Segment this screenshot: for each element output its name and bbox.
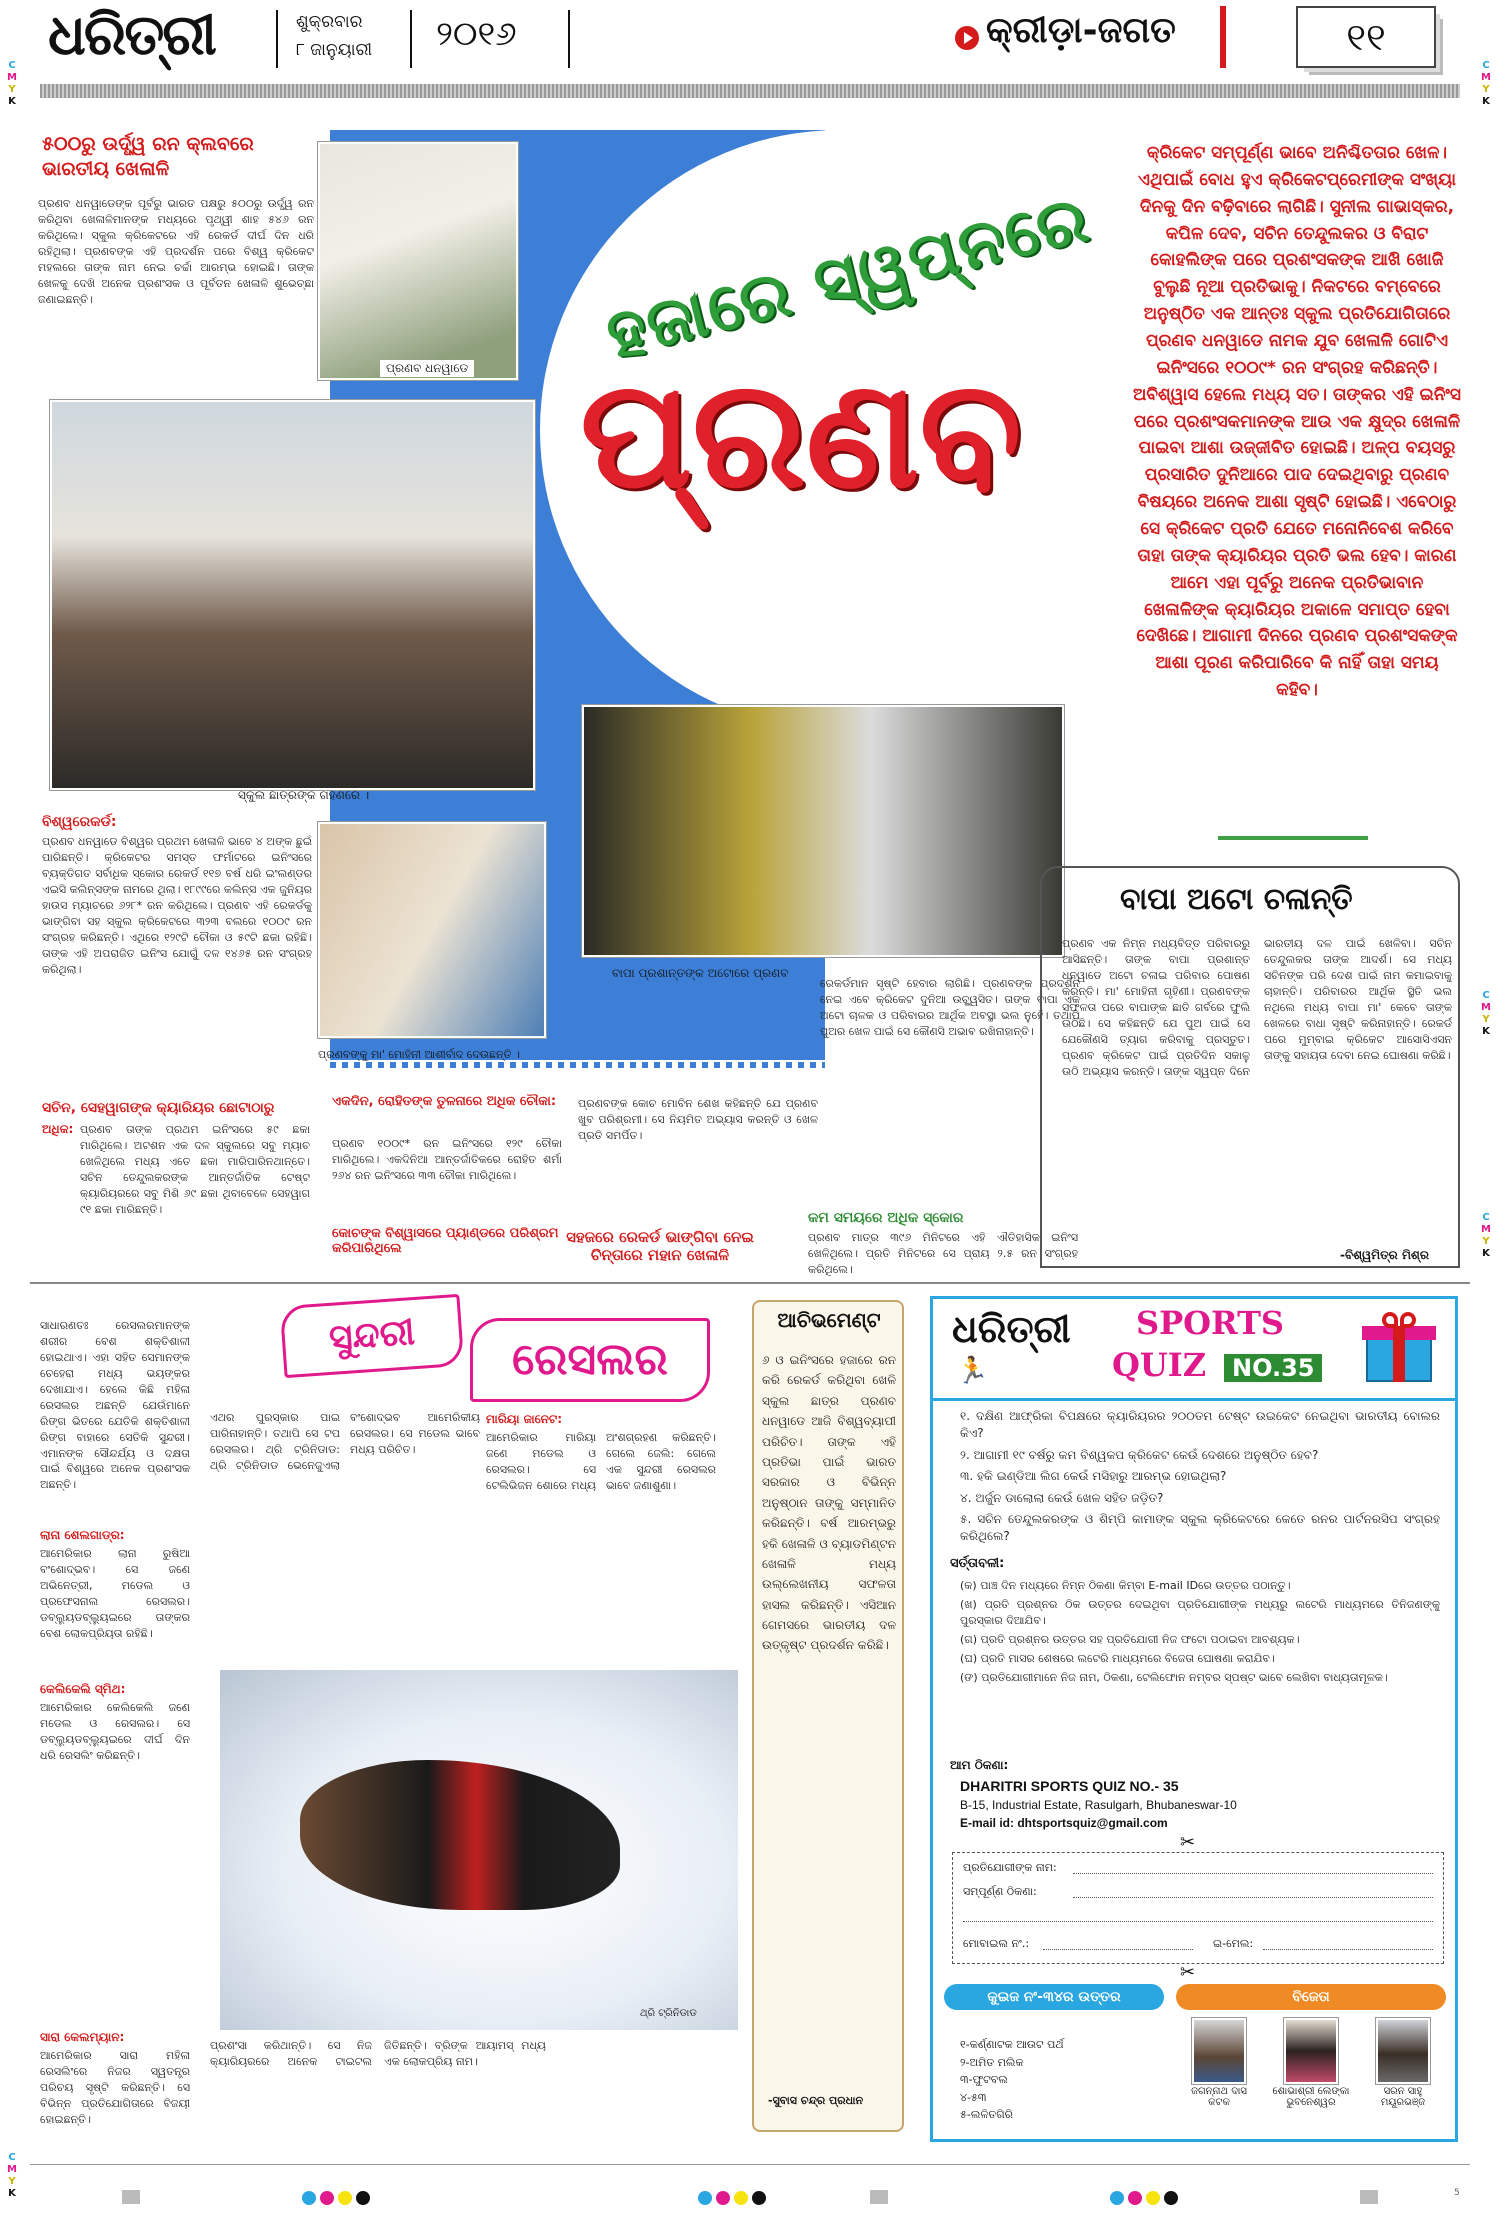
photo-batting bbox=[318, 142, 518, 380]
caption-crowd: ସ୍କୁଲ ଛାତ୍ରଙ୍କ ଗହଣରେ । bbox=[238, 788, 370, 802]
winner-1 bbox=[1176, 2018, 1262, 2108]
section-divider bbox=[30, 1282, 1470, 1284]
quiz-rule: (ଘ) ପ୍ରତି ମାସର ଶେଷରେ ଲଟେରି ମାଧ୍ୟମରେ ବିଜେତା ଘୋଷଣା କରାଯିବ। bbox=[960, 1651, 1275, 1665]
winner-3 bbox=[1360, 2018, 1446, 2108]
wrestler-intro: ସାଧାରଣତଃ ରେସଲରମାନଙ୍କ ଶରୀର ବେଶ ଶକ୍ତିଶାଳୀ ହୋଇଥାଏ। ଏହା ସହିତ ସେମାନଙ୍କ ଚେହେରା ମଧ୍ୟ ଭୟଙ୍କର ଦେଖାଯାଏ। ହେଲେ କିଛି ମହିଳା ରେସଲର ଅଛନ୍ତି ଯେଉଁମାନେ ରିଙ୍ଗ ଭିତରେ ଯେତିକି ଶକ୍ତିଶାଳୀ ରିଙ୍ଗ ବାହାରେ ସେତିକି ସୁନ୍ଦରୀ। ଏମାନଙ୍କ ସୌନ୍ଦର୍ଯ୍ୟ ଓ ଦକ୍ଷତା ପାଇଁ ବିଶ୍ୱରେ ଅନେକ ପ୍ରଶଂସକ ଅଛନ୍ତି। bbox=[40, 1319, 190, 1492]
quiz-question: ୧. ଦକ୍ଷିଣ ଆଫ୍ରିକା ବିପକ୍ଷରେ କ୍ୟାରିୟରର ୨୦୦ତମ ଟେଷ୍ଟ ଉଇକେଟ ନେଇଥିବା ଭାରତୀୟ ବୋଲର କିଏ? bbox=[960, 1409, 1440, 1441]
quiz-title-1: SPORTS bbox=[1136, 1304, 1284, 1342]
cmyk-mark-right-low: C M Y K bbox=[1481, 1212, 1491, 1259]
sub-less-time: କମ ସମୟରେ ଅଧିକ ସ୍କୋର bbox=[808, 1210, 964, 1226]
wrestler-col3-text: ଆମେରିକାର ମାରିୟା ଜଣେ ମଡେଲ ଓ ରେସଲର। ସେ ଟେଲିଭିଜନ ଶୋରେ ମଧ୍ୟ ଅଂଶଗ୍ରହଣ କରିଛନ୍ତି। ଗେଲେ ଜେଲି: ଗେଲେ ଏକ ସୁନ୍ଦରୀ ରେସଲର ଭାବେ ଜଣାଶୁଣା। bbox=[486, 1431, 716, 1492]
quiz-answer: ୪-୫୩ bbox=[960, 2090, 987, 2104]
text-sachin: ପ୍ରଣବ ତାଙ୍କ ପ୍ରଥମ ଇନିଂସରେ ୫୯ ଛକା ମାରିଥିଲେ। ଅଟଶନ ଏକ ଦଳ ସ୍କୁଲରେ ସବୁ ମ୍ୟାଚ ଖେଳିଥିଲେ ମଧ୍ୟ ଏତେ ଛକା ମାରିପାରିନଥାନ୍ତେ। ସଚିନ ତେନ୍ଦୁଲକରଙ୍କ ଆନ୍ତର୍ଜାତିକ ଟେଷ୍ଟ କ୍ୟାରିୟରରେ ସବୁ ମିଶି ୬୯ ଛକା ଥିବାବେଳେ ସେହୱାଗ ୯୧ ଛକା ମାରିଛନ୍ତି। bbox=[80, 1123, 310, 1216]
bapa-story-text: ପ୍ରଣବ ଏକ ନିମ୍ନ ମଧ୍ୟବିତ୍ତ ପରିବାରରୁ ଆସିଛନ୍ତି। ତାଙ୍କ ବାପା ପ୍ରଶାନ୍ତ ଧନୱାଡେ ଅଟୋ ଚଳାଇ ପରିବାର ପୋଷଣ କରନ୍ତି। ମା' ମୋହିନୀ ଗୃହିଣୀ। ପ୍ରଣବଙ୍କ ସଫଳତା ପରେ ବାପାଙ୍କ ଛାତି ଗର୍ବରେ ଫୁଲି ଉଠିଛି। ସେ କହିଛନ୍ତି ଯେ ପୁଅ ପାଇଁ ସେ ଯେକୌଣସି ତ୍ୟାଗ କରିବାକୁ ପ୍ରସ୍ତୁତ। ପ୍ରଣବ କ୍ରିକେଟ ପାଇଁ ପ୍ରତିଦିନ ସକାଳୁ ଉଠି ଅଭ୍ୟାସ କରନ୍ତି। ତାଙ୍କ ସ୍ୱପ୍ନ ଦିନେ ଭାରତୀୟ ଦଳ ପାଇଁ ଖେଳିବା। ସଚିନ ତେନ୍ଦୁଲକର ତାଙ୍କ ଆଦର୍ଶ। ସେ ମଧ୍ୟ ସଚିନଙ୍କ ପରି ଦେଶ ପାଇଁ ନାମ କମାଇବାକୁ ଚାହାନ୍ତି। ପରିବାରର ଆର୍ଥିକ ସ୍ଥିତି ଭଲ ନଥିଲେ ମଧ୍ୟ ବାପା ମା' କେବେ ତାଙ୍କ ଖେଳରେ ବାଧା ସୃଷ୍ଟି କରିନାହାନ୍ତି। ରେକର୍ଡ ପରେ ମୁମ୍ବାଇ କ୍ରିକେଟ ଆସୋସିଏସନ ତାଙ୍କୁ ସହାୟତା ଦେବା ନେଇ ଘୋଷଣା କରିଛି। bbox=[1062, 937, 1452, 1078]
wrestler-photo bbox=[220, 1670, 738, 2030]
quiz-rule: (କ) ପାଞ୍ଚ ଦିନ ମଧ୍ୟରେ ନିମ୍ନ ଠିକଣା କିମ୍ବା E-mail IDରେ ଉତ୍ତର ପଠାନ୍ତୁ। bbox=[960, 1579, 1291, 1592]
play-icon bbox=[955, 26, 979, 50]
sub-sachin-label: ଅଧିକ: bbox=[42, 1122, 74, 1136]
masthead-year: ୨୦୧୬ bbox=[436, 14, 517, 54]
masthead-date: ୮ ଜାନୁୟାରୀ bbox=[296, 40, 373, 60]
quiz-answer: ୧-କର୍ଣ୍ଣାଟକ ଆଉଟ ପର୍ଥ bbox=[960, 2038, 1064, 2051]
photo-auto bbox=[582, 705, 1064, 957]
quiz-answer: ୩-ଫୁଟବଲ bbox=[960, 2073, 1008, 2087]
wrestler-sub-kelly: କେଲିକେଲି ସ୍ମିଥ: bbox=[40, 1682, 126, 1696]
sub-world-record: ବିଶ୍ୱରେକର୍ଡ: bbox=[42, 814, 117, 830]
quiz-address-label: ଆମ ଠିକଣା: bbox=[950, 1758, 1009, 1772]
caption-batting: ପ୍ରଣବ ଧନୱାଡେ bbox=[380, 360, 474, 377]
cmyk-mark-left-top: C M Y K bbox=[7, 60, 17, 107]
wrestler-col2-text: ଏଥର ପୁରସ୍କାର ପାଇ ପାରିନାହାନ୍ତି। ତଥାପି ସେ ଟପ ରେସଲର। ଥ୍ରି ଟ୍ରିନିଡାଡ: ଥ୍ରି ଟ୍ରିନିଡାଡ ଭେନେଜୁଏଲା ବଂଶୋଦ୍ଭବ ଆମେରିକୀୟ ରେସଲର। ସେ ମଡେଲ ଭାବେ ମଧ୍ୟ ପରିଚିତ। bbox=[210, 1411, 480, 1472]
form-name-field[interactable] bbox=[1073, 1873, 1433, 1874]
sub-coach: କୋଚଙ୍କ ବିଶ୍ୱାସରେ ପ୍ୟାଣ୍ଡରେ ପରିଶ୍ରମ କରିପାରିଥିଲେ bbox=[332, 1226, 559, 1256]
scissors-icon: ✂ bbox=[1180, 1832, 1196, 1853]
winner-2 bbox=[1268, 2018, 1354, 2108]
wrestler-banner-2-text: ରେସଲର bbox=[512, 1334, 668, 1385]
masthead-rule bbox=[40, 84, 1460, 98]
quiz-question: ୩. ହକି ଇଣ୍ଡିଆ ଲିଗ କେଉଁ ମସିହାରୁ ଆରମ୍ଭ ହୋଇଥିଲା? bbox=[960, 1469, 1227, 1484]
wrestler-bottom-text: ପ୍ରଶଂସା କରିଥାନ୍ତି। ସେ ନିଜ କ୍ୟାରିୟରରେ ଅନେକ ଟାଇଟଲ ଜିତିଛନ୍ତି। ବ୍ରିଙ୍କ ଆୟାମସ୍ ମଧ୍ୟ ଏକ ଲୋକପ୍ରିୟ ନାମ। bbox=[210, 2039, 546, 2068]
wrestler-figure bbox=[300, 1760, 620, 1910]
achievement-title: ଆଚିଭମେଣ୍ଟ bbox=[777, 1308, 881, 1332]
footer-rule bbox=[30, 2164, 1470, 2165]
page-number-box bbox=[1296, 6, 1436, 68]
cmyk-mark-right-mid: C M Y K bbox=[1481, 990, 1491, 1037]
quiz-entry-form bbox=[952, 1852, 1444, 1964]
wrestler-photo-caption: ଥ୍ରି ଟ୍ରିନିଡାଡ bbox=[640, 2008, 697, 2019]
quiz-title-2: QUIZ bbox=[1112, 1346, 1207, 1384]
quiz-questions bbox=[960, 1408, 1440, 1550]
footer-page-marker: 5 bbox=[1454, 2188, 1460, 2198]
decor-squares-inner bbox=[710, 995, 768, 1043]
winner-photo bbox=[1284, 2018, 1338, 2084]
quiz-running-icon: 🏃 bbox=[956, 1356, 989, 1386]
photo-crowd bbox=[50, 400, 535, 790]
bapa-story-byline: -ବିଶ୍ୱମିତ୍ର ମିଶ୍ର bbox=[1340, 1248, 1429, 1262]
text-world-record: ପ୍ରଣବ ଧନୱାଡେ ବିଶ୍ୱର ପ୍ରଥମ ଖେଳାଳି ଭାବେ ୪ ଅଙ୍କ ଛୁଇଁ ପାରିଛନ୍ତି। କ୍ରିକେଟର ସମସ୍ତ ଫର୍ମାଟରେ ଇନିଂସରେ ବ୍ୟକ୍ତିଗତ ସର୍ବାଧିକ ସ୍କୋର ରେକର୍ଡ ୧୧୭ ବର୍ଷ ଧରି ଇଂଲଣ୍ଡର ଏଇସି କଲିନ୍ସଙ୍କ ନାମରେ ଥିଲା। ୧୮୯୯ରେ କଲିନ୍ସ ଏକ ଜୁନିୟର ହାଉସ ମ୍ୟାଚରେ ୬୨୮* ରନ କରିଥିଲେ। ପ୍ରଣବ ଏହି ରେକର୍ଡକୁ ଭାଙ୍ଗିବା ସହ ସ୍କୁଲ କ୍ରିକେଟରେ ୩୨୩ ବଲରେ ୧୦୦୯ ରନ ସଂଗ୍ରହ କରିଛନ୍ତି। ଏଥିରେ ୧୨୯ଟି ଚୌକା ଓ ୫୯ଟି ଛକା ରହିଛି। ତାଙ୍କ ଏହି ଅପରାଜିତ ଇନିଂସ ଯୋଗୁଁ ଦଳ ୧୪୬୫ ରନ ସଂଗ୍ରହ କରିଥିଲା। bbox=[42, 835, 312, 976]
wrestler-sub-sara: ସାରା କେଲମ୍ୟାନ: bbox=[40, 2030, 125, 2044]
quiz-logo: ଧରିତ୍ରୀ bbox=[952, 1306, 1071, 1351]
winner-place: ଭୁବନେଶ୍ୱର bbox=[1286, 2097, 1336, 2108]
quiz-answer: ୫-ଲଳିତଗିରି bbox=[960, 2108, 1013, 2122]
lead-intro-text: ପ୍ରଣବ ଧନୱାଡେଙ୍କ ପୂର୍ବରୁ ଭାରତ ପକ୍ଷରୁ ୫୦୦ରୁ ଉର୍ଦ୍ଧ୍ୱ ରନ କରିଥିବା ଖେଳାଳିମାନଙ୍କ ମଧ୍ୟରେ ପୃଥ୍ୱୀ ଶାହ ୫୪୬ ରନ କରିଥିଲେ। ସ୍କୁଲ କ୍ରିକେଟରେ ଏହି ରେକର୍ଡ ଦୀର୍ଘ ଦିନ ଧରି ରହିଥିଲା। ପ୍ରଣବଙ୍କ ଏହି ପ୍ରଦର୍ଶନ ପରେ ବିଶ୍ୱ କ୍ରିକେଟ ମହଲରେ ତାଙ୍କ ନାମ ନେଇ ଚର୍ଚ୍ଚା ଆରମ୍ଭ ହୋଇଛି। ତାଙ୍କ ଖେଳକୁ ଦେଖି ଅନେକ ପ୍ରଶଂସକ ଓ ପୂର୍ବତନ ଖେଳାଳି ଶୁଭେଚ୍ଛା ଜଣାଇଛନ୍ତି। bbox=[38, 197, 314, 306]
quiz-answer: ୨-ଅମିତ ମଲିକ bbox=[960, 2055, 1024, 2069]
quiz-rule: (ଖ) ପ୍ରତି ପ୍ରଶ୍ନର ଠିକ ଉତ୍ତର ଦେଇଥିବା ପ୍ରତିଯୋଗୀଙ୍କ ମଧ୍ୟରୁ ଲଟେରି ମାଧ୍ୟମରେ ତିନିଜଣଙ୍କୁ ପୁରସ୍କାର ଦିଆଯିବ। bbox=[960, 1597, 1440, 1627]
form-mobile-field[interactable] bbox=[1043, 1949, 1193, 1950]
quiz-email: E-mail id: dhtsportsquiz@gmail.com bbox=[960, 1816, 1168, 1830]
achievement-text: ୬ ଓ ଇନିଂସରେ ହଜାରେ ରନ କରି ରେକର୍ଡ କରିଥିବା ଖେଳି ସ୍କୁଲ ଛାତ୍ର ପ୍ରଣବ ଧନୱାଡେ ଆଜି ବିଶ୍ୱବ୍ୟାପୀ ପରିଚିତ। ତାଙ୍କ ଏହି ପ୍ରତିଭା ପାଇଁ ଭାରତ ସରକାର ଓ ବିଭିନ୍ନ ଅନୁଷ୍ଠାନ ତାଙ୍କୁ ସମ୍ମାନିତ କରିଛନ୍ତି। ବର୍ଷ ଆରମ୍ଭରୁ ହକି ଖେଳାଳି ଓ ବ୍ୟାଡମିଣ୍ଟନ ଖେଳାଳି ମଧ୍ୟ ଉଲ୍ଲେଖନୀୟ ସଫଳତା ହାସଲ କରିଛନ୍ତି। ଏସିଆନ ଗେମସରେ ଭାରତୀୟ ଦଳ ଉତ୍କୃଷ୍ଟ ପ୍ରଦର୍ଶନ କରିଛି। bbox=[762, 1353, 896, 1653]
lead-right-column: କ୍ରିକେଟ ସମ୍ପୂର୍ଣ୍ଣ ଭାବେ ଅନିଶ୍ଚିତତାର ଖେଳ। ଏଥିପାଇଁ ବୋଧ ହୁଏ କ୍ରିକେଟପ୍ରେମୀଙ୍କ ସଂଖ୍ୟା ଦିନକୁ ଦିନ ବଢ଼ିବାରେ ଲାଗିଛି। ସୁନୀଲ ଗାଭାସ୍କର, କପିଳ ଦେବ, ସଚିନ ତେନ୍ଦୁଲକର ଓ ବିରାଟ କୋହଲିଙ୍କ ପରେ ପ୍ରଶଂସକଙ୍କ ଆଖି ଖୋଜି ବୁଲୁଛି ନୂଆ ପ୍ରତିଭାକୁ। ନିକଟରେ ବମ୍ବେରେ ଅନୁଷ୍ଠିତ ଏକ ଆନ୍ତଃ ସ୍କୁଲ ପ୍ରତିଯୋଗିତାରେ ପ୍ରଣବ ଧନୱାଡେ ନାମକ ଯୁବ ଖେଳାଳି ଗୋଟିଏ ଇନିଂସରେ ୧୦୦୯* ରନ ସଂଗ୍ରହ କରିଛନ୍ତି। ଅବିଶ୍ୱାସ ହେଲେ ମଧ୍ୟ ସତ। ତାଙ୍କର ଏହି ଇନିଂସ ପରେ ପ୍ରଶଂସକମାନଙ୍କ ଆଉ ଏକ କ୍ଷୁଦ୍ର ଖେଳାଳି ପାଇବା ଆଶା ଉଜ୍ଜୀବିତ ହୋଇଛି। ଅଳ୍ପ ବୟସରୁ ପ୍ରସାରିତ ଦୁନିଆରେ ପାଦ ଦେଇଥିବାରୁ ପ୍ରଣବ ବିଷୟରେ ଅନେକ ଆଶା ସୃଷ୍ଟି ହୋଇଛି। ଏବେଠାରୁ ସେ କ୍ରିକେଟ ପ୍ରତି ଯେତେ ମନୋନିବେଶ କରିବେ ତାହା ତାଙ୍କ କ୍ୟାରିୟର ପ୍ରତି ଭଲ ହେବ। କାରଣ ଆମେ ଏହା ପୂର୍ବରୁ ଅନେକ ପ୍ରତିଭାବାନ ଖେଳାଳିଙ୍କ କ୍ୟାରିୟର ଅକାଳେ ସମାପ୍ତ ହେବା ଦେଖିଛେ। ଆଗାମୀ ଦିନରେ ପ୍ରଣବ ପ୍ରଶଂସକଙ୍କ ଆଶା ପୂରଣ କରିପାରିବେ କି ନାହିଁ ତାହା ସମୟ କହିବ। bbox=[1132, 143, 1461, 701]
middle-text: ରେକର୍ଡମାନ ସୃଷ୍ଟି ହେବାର ଲାଗିଛି। ପ୍ରଣବଙ୍କ ପ୍ରଦର୍ଶନ ନେଇ ଏବେ କ୍ରିକେଟ ଦୁନିଆ ଉଚ୍ଛ୍ୱସିତ। ତାଙ୍କ ବାପା ଏକ ଅଟୋ ଚାଳକ ଓ ପରିବାରର ଆର୍ଥିକ ଅବସ୍ଥା ଭଲ ନୁହେଁ। ତଥାପି ପୁଅର ଖେଳ ପାଇଁ ସେ କୌଣସି ଅଭାବ ରଖିନାହାନ୍ତି। bbox=[820, 977, 1080, 1038]
text-fours: ପ୍ରଣବ ୧୦୦୯* ରନ ଇନିଂସରେ ୧୨୯ ଚୌକା ମାରିଥିଲେ। ଏକଦିନିଆ ଆନ୍ତର୍ଜାତିକରେ ରୋହିତ ଶର୍ମା ୨୬୪ ରନ ଇନିଂସରେ ୩୩ ଚୌକା ମାରିଥିଲେ। bbox=[332, 1137, 562, 1182]
quiz-address-line1: DHARITRI SPORTS QUIZ NO.- 35 bbox=[960, 1778, 1179, 1794]
quiz-rules bbox=[960, 1578, 1440, 1689]
wrestler-banner-2 bbox=[470, 1318, 710, 1402]
quiz-rules-title: ସର୍ତ୍ତାବଳୀ: bbox=[950, 1556, 1005, 1571]
section-title: କ୍ରୀଡ଼ା-ଜଗତ bbox=[986, 10, 1176, 51]
quiz-address-line2: B-15, Industrial Estate, Rasulgarh, Bhubaneswar-10 bbox=[960, 1798, 1237, 1812]
achievement-byline: -ସୁବାସ ଚନ୍ଦ୍ର ପ୍ରଧାନ bbox=[768, 2094, 864, 2107]
wrestler-banner-1 bbox=[280, 1294, 465, 1378]
wrestler-sub-lana: ଲାନା ଶେଲଗାଡ୍ର: bbox=[40, 1528, 125, 1542]
form-name-label: ପ୍ରତିଯୋଗୀଙ୍କ ନାମ: bbox=[963, 1861, 1057, 1874]
page-number: ୧୧ bbox=[1346, 15, 1386, 59]
text-coach-intro: ପ୍ରଣବଙ୍କ କୋଚ ମୋବିନ ଶେଖ କହିଛନ୍ତି ଯେ ପ୍ରଣବ ଖୁବ ପରିଶ୍ରମୀ। ସେ ନିୟମିତ ଅଭ୍ୟାସ କରନ୍ତି ଓ ଖେଳ ପ୍ରତି ସମର୍ପିତ। bbox=[578, 1097, 818, 1142]
quiz-winners-title: ବିଜେତା bbox=[1176, 1984, 1446, 2010]
masthead-day: ଶୁକ୍ରବାର bbox=[296, 12, 363, 32]
wrestler-lana-text: ଆମେରିକାର ଲାନା ରୁଷିଆ ବଂଶୋଦ୍ଭବ। ସେ ଜଣେ ଅଭିନେତ୍ରୀ, ମଡେଲ ଓ ପ୍ରଫେସନାଲ ରେସଲର। ଡବ୍ଲ୍ୟୁଡବ୍ଲ୍ୟୁଇରେ ତାଙ୍କର ବେଶ ଲୋକପ୍ରିୟତା ରହିଛି। bbox=[40, 1547, 190, 1640]
form-address-field-2[interactable] bbox=[963, 1921, 1433, 1922]
quiz-header-rule bbox=[933, 1398, 1455, 1401]
scissors-icon-2: ✂ bbox=[1180, 1962, 1196, 1983]
quiz-question: ୪. ଅର୍ଜୁନ ଡାଲୋଲା କେଉଁ ଖେଳ ସହିତ ଜଡ଼ିତ? bbox=[960, 1490, 1164, 1505]
wrestler-kelly-text: ଆମେରିକାର କେଲିକେଲି ଜଣେ ମଡେଲ ଓ ରେସଲର। ସେ ଡବ୍ଲ୍ୟୁଡବ୍ଲ୍ୟୁଇରେ ଦୀର୍ଘ ଦିନ ଧରି ରେସଲିଂ କରିଛନ୍ତି। bbox=[40, 1701, 190, 1762]
quiz-answers bbox=[960, 2036, 1160, 2124]
form-email-label: ଇ-ମେଲ: bbox=[1213, 1937, 1254, 1950]
winner-place: କଟକ bbox=[1208, 2097, 1230, 2108]
headline-main: ପ୍ରଣବ bbox=[580, 348, 1022, 522]
bapa-story-title: ବାପା ଅଟୋ ଚଳାନ୍ତି bbox=[1120, 882, 1353, 917]
masthead bbox=[28, 0, 1472, 82]
green-rule bbox=[1218, 836, 1368, 840]
quiz-rule: (ଙ) ପ୍ରତିଯୋଗୀମାନେ ନିଜ ନାମ, ଠିକଣା, ଟେଲିଫୋନ ନମ୍ବର ସ୍ପଷ୍ଟ ଭାବେ ଲେଖିବା ବାଧ୍ୟତାମୂଳକ। bbox=[960, 1670, 1388, 1684]
winner-photo bbox=[1192, 2018, 1246, 2084]
headline-top: ହଜାରେ ସ୍ୱପ୍ନରେ bbox=[598, 179, 1097, 374]
text-less-time: ପ୍ରଣବ ମାତ୍ର ୩୯୬ ମିନିଟରେ ଏହି ଐତିହାସିକ ଇନିଂସ ଖେଳିଥିଲେ। ପ୍ରତି ମିନିଟରେ ସେ ପ୍ରାୟ ୨.୫ ରନ ସଂଗ୍ରହ କରିଥିଲେ। bbox=[808, 1231, 1078, 1276]
wrestler-sara-text: ଆମେରିକାର ସାରା ମହିଳା ରେସଲିଂରେ ନିଜର ସ୍ୱତନ୍ତ୍ର ପରିଚୟ ସୃଷ୍ଟି କରିଛନ୍ତି। ସେ ବିଭିନ୍ନ ପ୍ରତିଯୋଗିତାରେ ବିଜୟୀ ହୋଇଛନ୍ତି। bbox=[40, 2049, 190, 2126]
wrestler-banner-1-text: ସୁନ୍ଦରୀ bbox=[327, 1312, 417, 1359]
gift-icon bbox=[1360, 1310, 1438, 1384]
caption-auto: ବାପା ପ୍ରଶାନ୍ତଙ୍କ ଅଟୋରେ ପ୍ରଣବ bbox=[612, 966, 789, 980]
photo-mother bbox=[318, 822, 546, 1038]
winner-photo bbox=[1376, 2018, 1430, 2084]
form-email-field[interactable] bbox=[1263, 1949, 1433, 1950]
winner-name: ଜଗନ୍ନାଥ ଦାସ bbox=[1191, 2086, 1247, 2097]
form-mobile-label: ମୋବାଇଲ ନଂ.: bbox=[963, 1937, 1030, 1950]
cmyk-mark-right-top: C M Y K bbox=[1481, 60, 1491, 107]
sub-sachin: ସଚିନ, ସେହୱାଗଙ୍କ କ୍ୟାରିୟର ଛୋଟାଠାରୁ bbox=[42, 1100, 275, 1116]
caption-mother: ପ୍ରଣବଙ୍କୁ ମା' ମୋହିନୀ ଆଶୀର୍ବାଦ ଦେଉଛନ୍ତି । bbox=[318, 1048, 520, 1061]
quiz-question: ୫. ସଚିନ ତେନ୍ଦୁଲକରଙ୍କ ଓ ଶିମ୍ପି କାମାଙ୍କ ସ୍କୁଲ କ୍ରିକେଟରେ କେତେ ରନର ପାର୍ଟନରସିପ ସଂଗ୍ରହ କରିଥିଲେ? bbox=[960, 1511, 1440, 1544]
quiz-number: NO.35 bbox=[1224, 1354, 1322, 1382]
winner-name: ସରନ ସାହୁ bbox=[1383, 2086, 1423, 2097]
winner-name: ଶୋଭାଶ୍ରୀ ଲେଙ୍କା bbox=[1272, 2086, 1350, 2097]
quiz-question: ୨. ଆଗାମୀ ୧୯ ବର୍ଷରୁ କମ ବିଶ୍ୱକପ କ୍ରିକେଟ କେଉଁ ଦେଶରେ ଅନୁଷ୍ଠିତ ହେବ? bbox=[960, 1447, 1319, 1462]
wrestler-sub-mariah: ମାରିୟା ଜାନେଟ: bbox=[486, 1412, 563, 1426]
lead-kicker: ୫୦୦ରୁ ଉର୍ଦ୍ଧ୍ୱ ରନ କ୍ଲବରେ ଭାରତୀୟ ଖେଳାଳି bbox=[42, 133, 254, 180]
cmyk-mark-left-bottom: C M Y K bbox=[7, 2152, 17, 2199]
registration-marks bbox=[0, 2190, 1500, 2210]
sub-easy-record: ସହଜରେ ରେକର୍ଡ ଭାଙ୍ଗିବା ନେଇ ଚିନ୍ତାରେ ମହାନ ଖେଳାଳି bbox=[566, 1228, 754, 1264]
quiz-rule: (ଗ) ପ୍ରତି ପ୍ରଶ୍ନର ଉତ୍ତର ସହ ପ୍ରତିଯୋଗୀ ନିଜ ଫଟୋ ପଠାଇବା ଆବଶ୍ୟକ। bbox=[960, 1632, 1300, 1646]
masthead-logo: ଧରିତ୍ରୀ bbox=[48, 2, 215, 68]
sub-fours: ଏକଦିନ, ରୋହିତଙ୍କ ତୁଳନାରେ ଅଧିକ ଚୌକା: bbox=[332, 1094, 557, 1109]
form-address-field[interactable] bbox=[1073, 1897, 1433, 1898]
quiz-answers-title: କୁଇଜ ନଂ-୩୪ର ଉତ୍ତର bbox=[944, 1984, 1164, 2010]
winner-place: ମୟୂରଭଞ୍ଜ bbox=[1380, 2097, 1426, 2108]
form-address-label: ସମ୍ପୂର୍ଣ୍ଣ ଠିକଣା: bbox=[963, 1885, 1037, 1898]
decor-dots bbox=[330, 1062, 825, 1068]
